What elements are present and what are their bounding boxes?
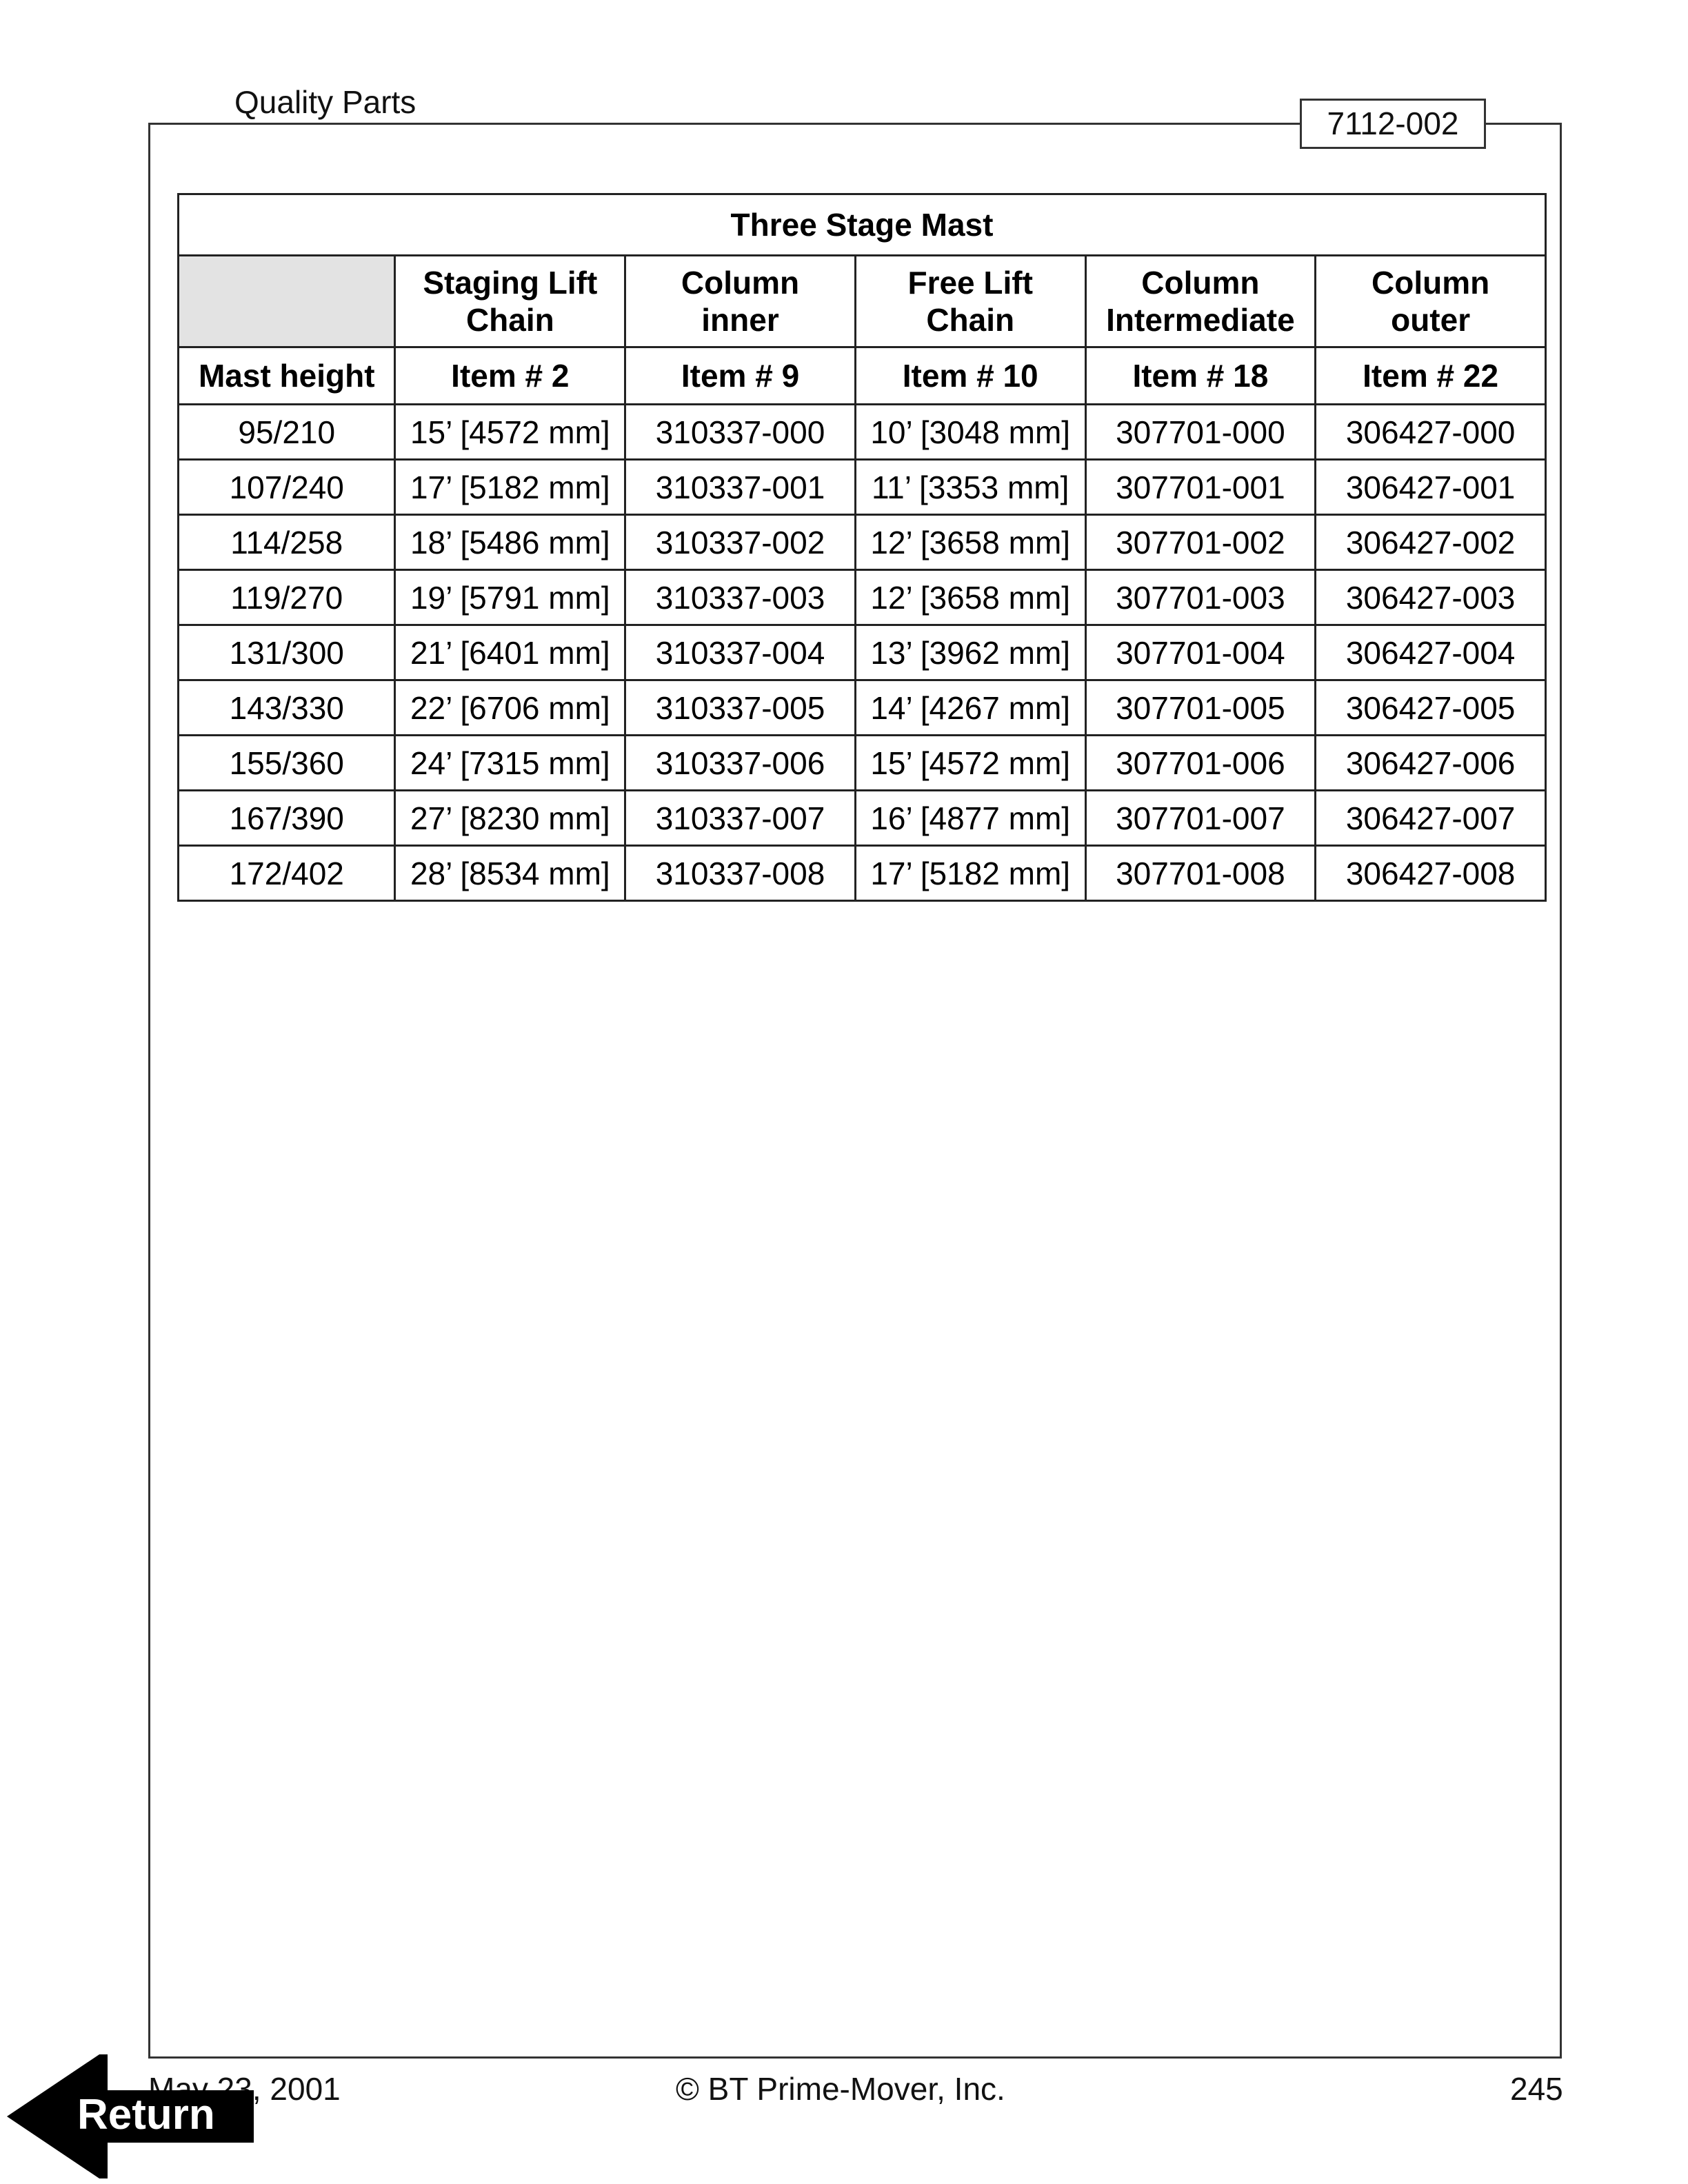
header-label: Quality Parts [234, 84, 416, 120]
item-header: Item # 10 [855, 347, 1085, 405]
mast-height-cell: 107/240 [179, 460, 395, 515]
column-inner-cell: 310337-007 [625, 791, 856, 846]
column-outer-cell: 306427-004 [1316, 625, 1546, 680]
free-lift-chain-cell: 10’ [3048 mm] [855, 405, 1085, 460]
column-inner-cell: 310337-000 [625, 405, 856, 460]
free-lift-chain-cell: 17’ [5182 mm] [855, 846, 1085, 901]
mast-height-cell: 95/210 [179, 405, 395, 460]
mast-height-cell: 119/270 [179, 570, 395, 625]
table-title: Three Stage Mast [179, 194, 1546, 256]
table-row [179, 680, 1546, 736]
free-lift-chain-cell: 14’ [4267 mm] [855, 680, 1085, 736]
column-outer-cell: 306427-007 [1316, 791, 1546, 846]
table-title-row [179, 194, 1546, 256]
column-intermediate-cell: 307701-008 [1085, 846, 1316, 901]
column-intermediate-cell: 307701-001 [1085, 460, 1316, 515]
column-intermediate-cell: 307701-004 [1085, 625, 1316, 680]
mast-height-cell: 155/360 [179, 736, 395, 791]
column-header-column-inner: Column inner [625, 256, 856, 347]
staging-lift-chain-cell: 18’ [5486 mm] [395, 515, 625, 570]
column-intermediate-cell: 307701-005 [1085, 680, 1316, 736]
staging-lift-chain-cell: 27’ [8230 mm] [395, 791, 625, 846]
staging-lift-chain-cell: 21’ [6401 mm] [395, 625, 625, 680]
column-intermediate-cell: 307701-002 [1085, 515, 1316, 570]
return-button[interactable] [6, 2054, 261, 2178]
item-header: Item # 22 [1316, 347, 1546, 405]
table-row [179, 791, 1546, 846]
free-lift-chain-cell: 11’ [3353 mm] [855, 460, 1085, 515]
table-row [179, 846, 1546, 901]
column-intermediate-cell: 307701-006 [1085, 736, 1316, 791]
column-inner-cell: 310337-002 [625, 515, 856, 570]
staging-lift-chain-cell: 17’ [5182 mm] [395, 460, 625, 515]
column-header-row [179, 256, 1546, 347]
free-lift-chain-cell: 15’ [4572 mm] [855, 736, 1085, 791]
free-lift-chain-cell: 12’ [3658 mm] [855, 515, 1085, 570]
column-inner-cell: 310337-006 [625, 736, 856, 791]
column-inner-cell: 310337-001 [625, 460, 856, 515]
mast-height-cell: 131/300 [179, 625, 395, 680]
column-header-column-intermediate: Column Intermediate [1085, 256, 1316, 347]
item-header-row [179, 347, 1546, 405]
mast-height-cell: 167/390 [179, 791, 395, 846]
column-outer-cell: 306427-005 [1316, 680, 1546, 736]
mast-height-cell: 114/258 [179, 515, 395, 570]
free-lift-chain-cell: 12’ [3658 mm] [855, 570, 1085, 625]
staging-lift-chain-cell: 24’ [7315 mm] [395, 736, 625, 791]
staging-lift-chain-cell: 15’ [4572 mm] [395, 405, 625, 460]
column-inner-cell: 310337-004 [625, 625, 856, 680]
column-outer-cell: 306427-006 [1316, 736, 1546, 791]
column-header-free-lift-chain: Free Lift Chain [855, 256, 1085, 347]
return-label: Return [77, 2091, 215, 2138]
item-header: Item # 9 [625, 347, 856, 405]
mast-height-cell: 143/330 [179, 680, 395, 736]
table-row [179, 405, 1546, 460]
table-row [179, 515, 1546, 570]
staging-lift-chain-cell: 19’ [5791 mm] [395, 570, 625, 625]
column-inner-cell: 310337-008 [625, 846, 856, 901]
column-inner-cell: 310337-003 [625, 570, 856, 625]
item-header: Item # 18 [1085, 347, 1316, 405]
page-number: 245 [1510, 2071, 1563, 2107]
column-header-column-outer: Column outer [1316, 256, 1546, 347]
blank-header-cell [179, 256, 395, 347]
free-lift-chain-cell: 13’ [3962 mm] [855, 625, 1085, 680]
column-intermediate-cell: 307701-000 [1085, 405, 1316, 460]
table-row [179, 570, 1546, 625]
three-stage-mast-table [177, 193, 1547, 902]
mast-height-cell: 172/402 [179, 846, 395, 901]
staging-lift-chain-cell: 28’ [8534 mm] [395, 846, 625, 901]
free-lift-chain-cell: 16’ [4877 mm] [855, 791, 1085, 846]
item-header: Item # 2 [395, 347, 625, 405]
column-outer-cell: 306427-002 [1316, 515, 1546, 570]
column-outer-cell: 306427-001 [1316, 460, 1546, 515]
item-header-mast-height: Mast height [179, 347, 395, 405]
table-row [179, 460, 1546, 515]
table-row [179, 625, 1546, 680]
table-row [179, 736, 1546, 791]
column-outer-cell: 306427-008 [1316, 846, 1546, 901]
column-intermediate-cell: 307701-007 [1085, 791, 1316, 846]
column-outer-cell: 306427-003 [1316, 570, 1546, 625]
staging-lift-chain-cell: 22’ [6706 mm] [395, 680, 625, 736]
column-inner-cell: 310337-005 [625, 680, 856, 736]
footer-date: May 23, 2001 [148, 2071, 341, 2107]
footer-copyright: © BT Prime-Mover, Inc. [676, 2071, 1005, 2107]
column-header-staging-lift-chain: Staging Lift Chain [395, 256, 625, 347]
doc-number-box: 7112-002 [1300, 99, 1486, 149]
column-outer-cell: 306427-000 [1316, 405, 1546, 460]
column-intermediate-cell: 307701-003 [1085, 570, 1316, 625]
